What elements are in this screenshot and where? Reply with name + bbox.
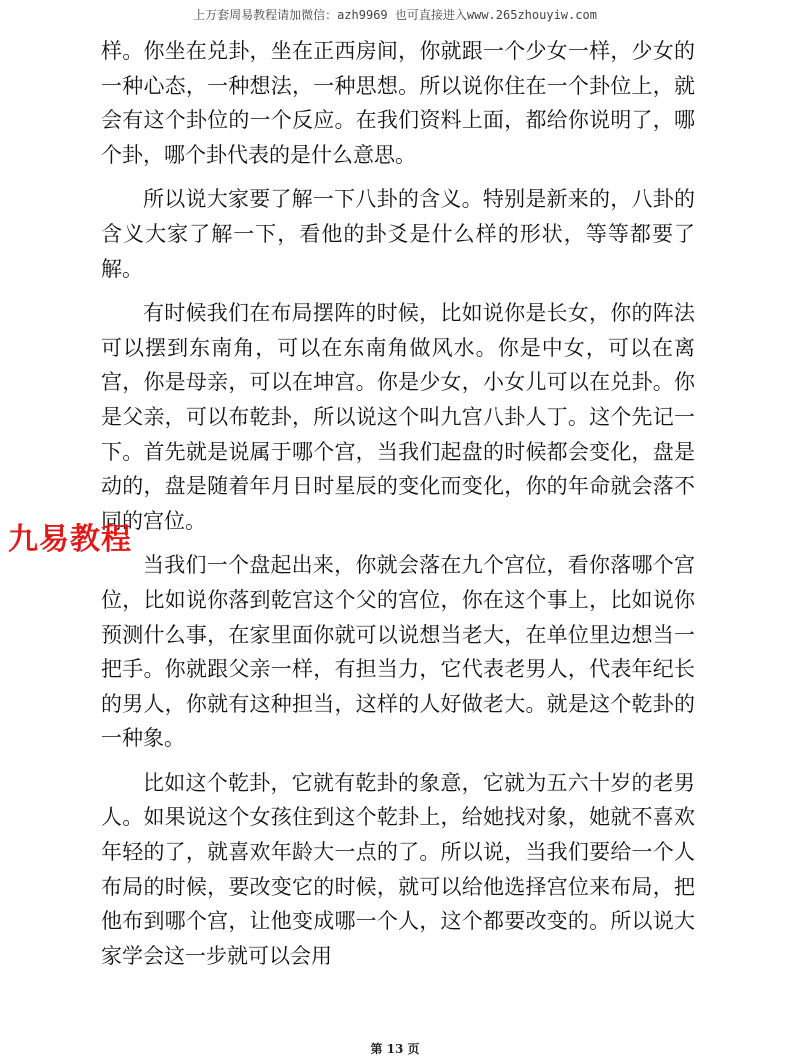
paragraph-4: 当我们一个盘起出来，你就会落在九个宫位，看你落哪个宫位，比如说你落到乾宫这个父的宫位，你在这个事上，比如说你预测什么事，在家里面你就可以说想当老大，在单位里边想当一把手。你就跟父亲一样，有担当力，它代表老男人，代表年纪长的男人，你就有这种担当，这样的人好做老大。就是这个乾卦的一种象。 [101, 553, 695, 751]
watermark-logo: 九易教程 [8, 522, 132, 557]
paragraph-2: 所以说大家要了解一下八卦的含义。特别是新来的，八卦的含义大家了解一下，看他的卦爻是什么样的形状，等等都要了解。 [101, 187, 695, 281]
page-header: 上万套周易教程请加微信：azh9969 也可直接进入www.265zhouyiw.com [193, 8, 597, 22]
page-number: 第 13 页 [370, 1042, 420, 1056]
paragraph-3: 有时候我们在布局摆阵的时候，比如说你是长女，你的阵法可以摆到东南角，可以在东南角做风水。你是中女，可以在离宫，你是母亲，可以在坤宫。你是少女，小女儿可以在兑卦。你是父亲，可以布乾卦，所以说这个叫九宫八卦人丁。这个先记一下。首先就是说属于哪个宫，当我们起盘的时候都会变化，盘是动的，盘是随着年月日时星辰的变化而变化，你的年命就会落不同的宫位。 [101, 301, 695, 533]
paragraph-5: 比如这个乾卦，它就有乾卦的象意，它就为五六十岁的老男人。如果说这个女孩住到这个乾卦上，给她找对象，她就不喜欢年轻的了，就喜欢年龄大一点的了。所以说，当我们要给一个人布局的时候，要改变它的时候，就可以给他选择宫位来布局，把他布到哪个宫，让他变成哪一个人，这个都要改变的。所以说大家学会这一步就可以会用 [101, 770, 695, 968]
paragraph-1: 样。你坐在兑卦，坐在正西房间，你就跟一个少女一样，少女的一种心态，一种想法，一种思想。所以说你住在一个卦位上，就会有这个卦位的一个反应。在我们资料上面，都给你说明了，哪个卦，哪个卦代表的是什么意思。 [101, 39, 695, 167]
document-body [101, 34, 695, 983]
